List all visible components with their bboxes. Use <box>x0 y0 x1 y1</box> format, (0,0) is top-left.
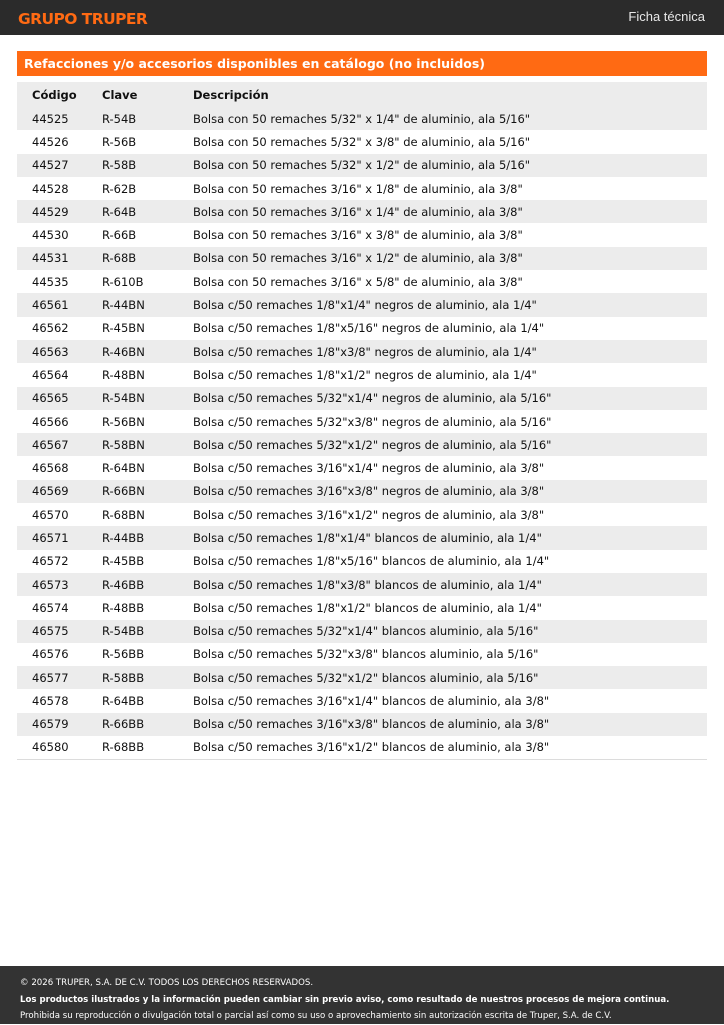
logo-word-truper: TRUPER <box>81 10 148 28</box>
cell-clave: R-58BN <box>102 437 145 452</box>
cell-codigo: 46580 <box>32 740 69 755</box>
column-header-codigo: Código <box>32 87 77 102</box>
cell-codigo: 44531 <box>32 251 69 266</box>
top-bar <box>0 0 724 35</box>
cell-descripcion: Bolsa c/50 remaches 5/32"x3/8" blancos aluminio, ala 5/16" <box>193 647 539 662</box>
cell-descripcion: Bolsa con 50 remaches 3/16" x 3/8" de aluminio, ala 3/8" <box>193 228 523 243</box>
cell-clave: R-58B <box>102 158 137 173</box>
cell-clave: R-54BN <box>102 391 145 406</box>
cell-codigo: 46575 <box>32 624 69 639</box>
cell-codigo: 44525 <box>32 111 69 126</box>
cell-codigo: 44526 <box>32 134 69 149</box>
cell-descripcion: Bolsa c/50 remaches 3/16"x1/4" blancos de aluminio, ala 3/8" <box>193 694 550 709</box>
cell-codigo: 46570 <box>32 507 69 522</box>
cell-descripcion: Bolsa con 50 remaches 3/16" x 1/2" de aluminio, ala 3/8" <box>193 251 523 266</box>
cell-clave: R-66BB <box>102 717 145 732</box>
table-body <box>17 107 707 759</box>
cell-clave: R-66BN <box>102 484 145 499</box>
footer-copyright: © 2026 TRUPER, S.A. DE C.V. TODOS LOS DERECHOS RESERVADOS. <box>20 978 314 988</box>
cell-codigo: 46566 <box>32 414 69 429</box>
cell-clave: R-68BB <box>102 740 145 755</box>
column-header-clave: Clave <box>102 87 138 102</box>
cell-codigo: 46567 <box>32 437 69 452</box>
table-row <box>17 107 707 130</box>
footer <box>0 966 724 1024</box>
cell-clave: R-54B <box>102 111 137 126</box>
table-row <box>17 130 707 153</box>
cell-clave: R-44BB <box>102 530 145 545</box>
cell-descripcion: Bolsa con 50 remaches 3/16" x 5/8" de aluminio, ala 3/8" <box>193 274 523 289</box>
cell-descripcion: Bolsa c/50 remaches 3/16"x1/2" blancos de aluminio, ala 3/8" <box>193 740 550 755</box>
cell-clave: R-58BB <box>102 670 145 685</box>
table-row <box>17 596 707 619</box>
cell-descripcion: Bolsa c/50 remaches 1/8"x1/2" blancos de aluminio, ala 1/4" <box>193 600 542 615</box>
table-row <box>17 200 707 223</box>
cell-descripcion: Bolsa c/50 remaches 3/16"x1/4" negros de aluminio, ala 3/8" <box>193 461 545 476</box>
table-row <box>17 270 707 293</box>
cell-descripcion: Bolsa c/50 remaches 3/16"x3/8" blancos de aluminio, ala 3/8" <box>193 717 550 732</box>
cell-clave: R-64B <box>102 204 137 219</box>
cell-descripcion: Bolsa con 50 remaches 3/16" x 1/8" de aluminio, ala 3/8" <box>193 181 523 196</box>
cell-descripcion: Bolsa c/50 remaches 1/8"x3/8" blancos de aluminio, ala 1/4" <box>193 577 542 592</box>
column-header-descripcion: Descripción <box>193 87 269 102</box>
cell-codigo: 46571 <box>32 530 69 545</box>
table-row <box>17 713 707 736</box>
table-row <box>17 317 707 340</box>
cell-codigo: 46573 <box>32 577 69 592</box>
table-row <box>17 340 707 363</box>
cell-codigo: 46561 <box>32 298 69 313</box>
table-row <box>17 643 707 666</box>
cell-clave: R-44BN <box>102 298 145 313</box>
table-row <box>17 503 707 526</box>
table-row <box>17 456 707 479</box>
cell-descripcion: Bolsa c/50 remaches 5/32"x1/2" negros de aluminio, ala 5/16" <box>193 437 552 452</box>
table-row <box>17 387 707 410</box>
logo-word-grupo: GRUPO <box>18 10 77 28</box>
cell-codigo: 46579 <box>32 717 69 732</box>
cell-codigo: 46565 <box>32 391 69 406</box>
cell-codigo: 46578 <box>32 694 69 709</box>
cell-clave: R-56B <box>102 134 137 149</box>
cell-descripcion: Bolsa c/50 remaches 1/8"x1/4" negros de aluminio, ala 1/4" <box>193 298 537 313</box>
cell-codigo: 44535 <box>32 274 69 289</box>
cell-codigo: 44528 <box>32 181 69 196</box>
cell-clave: R-64BB <box>102 694 145 709</box>
table-header-row <box>17 82 707 107</box>
cell-descripcion: Bolsa c/50 remaches 5/32"x1/2" blancos aluminio, ala 5/16" <box>193 670 539 685</box>
table-row <box>17 247 707 270</box>
cell-clave: R-48BN <box>102 367 145 382</box>
cell-descripcion: Bolsa c/50 remaches 1/8"x5/16" blancos de aluminio, ala 1/4" <box>193 554 550 569</box>
cell-clave: R-54BB <box>102 624 145 639</box>
cell-descripcion: Bolsa con 50 remaches 5/32" x 1/4" de aluminio, ala 5/16" <box>193 111 531 126</box>
cell-codigo: 46563 <box>32 344 69 359</box>
cell-codigo: 46568 <box>32 461 69 476</box>
table-row <box>17 154 707 177</box>
cell-codigo: 46562 <box>32 321 69 336</box>
table-row <box>17 177 707 200</box>
cell-codigo: 46564 <box>32 367 69 382</box>
accessories-table <box>17 82 707 760</box>
cell-descripcion: Bolsa c/50 remaches 5/32"x1/4" negros de aluminio, ala 5/16" <box>193 391 552 406</box>
cell-clave: R-56BN <box>102 414 145 429</box>
table-row <box>17 293 707 316</box>
table-row <box>17 363 707 386</box>
cell-descripcion: Bolsa c/50 remaches 1/8"x1/4" blancos de aluminio, ala 1/4" <box>193 530 542 545</box>
cell-descripcion: Bolsa con 50 remaches 3/16" x 1/4" de aluminio, ala 3/8" <box>193 204 523 219</box>
cell-descripcion: Bolsa c/50 remaches 3/16"x3/8" negros de aluminio, ala 3/8" <box>193 484 545 499</box>
table-row <box>17 480 707 503</box>
cell-codigo: 46572 <box>32 554 69 569</box>
cell-clave: R-62B <box>102 181 137 196</box>
table-row <box>17 550 707 573</box>
cell-clave: R-46BB <box>102 577 145 592</box>
table-row <box>17 433 707 456</box>
cell-codigo: 44529 <box>32 204 69 219</box>
accessories-section <box>17 51 707 760</box>
cell-codigo: 46574 <box>32 600 69 615</box>
table-row <box>17 666 707 689</box>
cell-descripcion: Bolsa c/50 remaches 5/32"x3/8" negros de aluminio, ala 5/16" <box>193 414 552 429</box>
cell-descripcion: Bolsa con 50 remaches 5/32" x 1/2" de aluminio, ala 5/16" <box>193 158 531 173</box>
cell-clave: R-48BB <box>102 600 145 615</box>
cell-clave: R-68BN <box>102 507 145 522</box>
cell-clave: R-45BB <box>102 554 145 569</box>
cell-codigo: 46569 <box>32 484 69 499</box>
document-title: Ficha técnica <box>628 9 705 24</box>
cell-clave: R-66B <box>102 228 137 243</box>
cell-codigo: 46576 <box>32 647 69 662</box>
cell-descripcion: Bolsa c/50 remaches 1/8"x3/8" negros de aluminio, ala 1/4" <box>193 344 537 359</box>
table-row <box>17 689 707 712</box>
footer-prohibition: Prohibida su reproducción o divulgación total o parcial así como su uso o aprovechamiento sin autorización escrita de Truper, S.A. de C.V. <box>20 1011 612 1021</box>
table-row <box>17 526 707 549</box>
cell-clave: R-68B <box>102 251 137 266</box>
cell-clave: R-56BB <box>102 647 145 662</box>
cell-descripcion: Bolsa c/50 remaches 3/16"x1/2" negros de aluminio, ala 3/8" <box>193 507 545 522</box>
table-row <box>17 223 707 246</box>
cell-clave: R-45BN <box>102 321 145 336</box>
cell-clave: R-64BN <box>102 461 145 476</box>
cell-descripcion: Bolsa con 50 remaches 5/32" x 3/8" de aluminio, ala 5/16" <box>193 134 531 149</box>
cell-descripcion: Bolsa c/50 remaches 1/8"x1/2" negros de aluminio, ala 1/4" <box>193 367 537 382</box>
cell-codigo: 46577 <box>32 670 69 685</box>
section-title: Refacciones y/o accesorios disponibles en catálogo (no incluidos) <box>17 51 707 76</box>
cell-clave: R-610B <box>102 274 144 289</box>
cell-codigo: 44530 <box>32 228 69 243</box>
table-row <box>17 736 707 759</box>
table-row <box>17 573 707 596</box>
cell-codigo: 44527 <box>32 158 69 173</box>
footer-notice: Los productos ilustrados y la información pueden cambiar sin previo aviso, como resultado de nuestros procesos de mejora continua. <box>20 994 670 1005</box>
cell-clave: R-46BN <box>102 344 145 359</box>
cell-descripcion: Bolsa c/50 remaches 1/8"x5/16" negros de aluminio, ala 1/4" <box>193 321 545 336</box>
company-logo <box>18 10 147 27</box>
cell-descripcion: Bolsa c/50 remaches 5/32"x1/4" blancos aluminio, ala 5/16" <box>193 624 539 639</box>
table-row <box>17 410 707 433</box>
table-row <box>17 620 707 643</box>
